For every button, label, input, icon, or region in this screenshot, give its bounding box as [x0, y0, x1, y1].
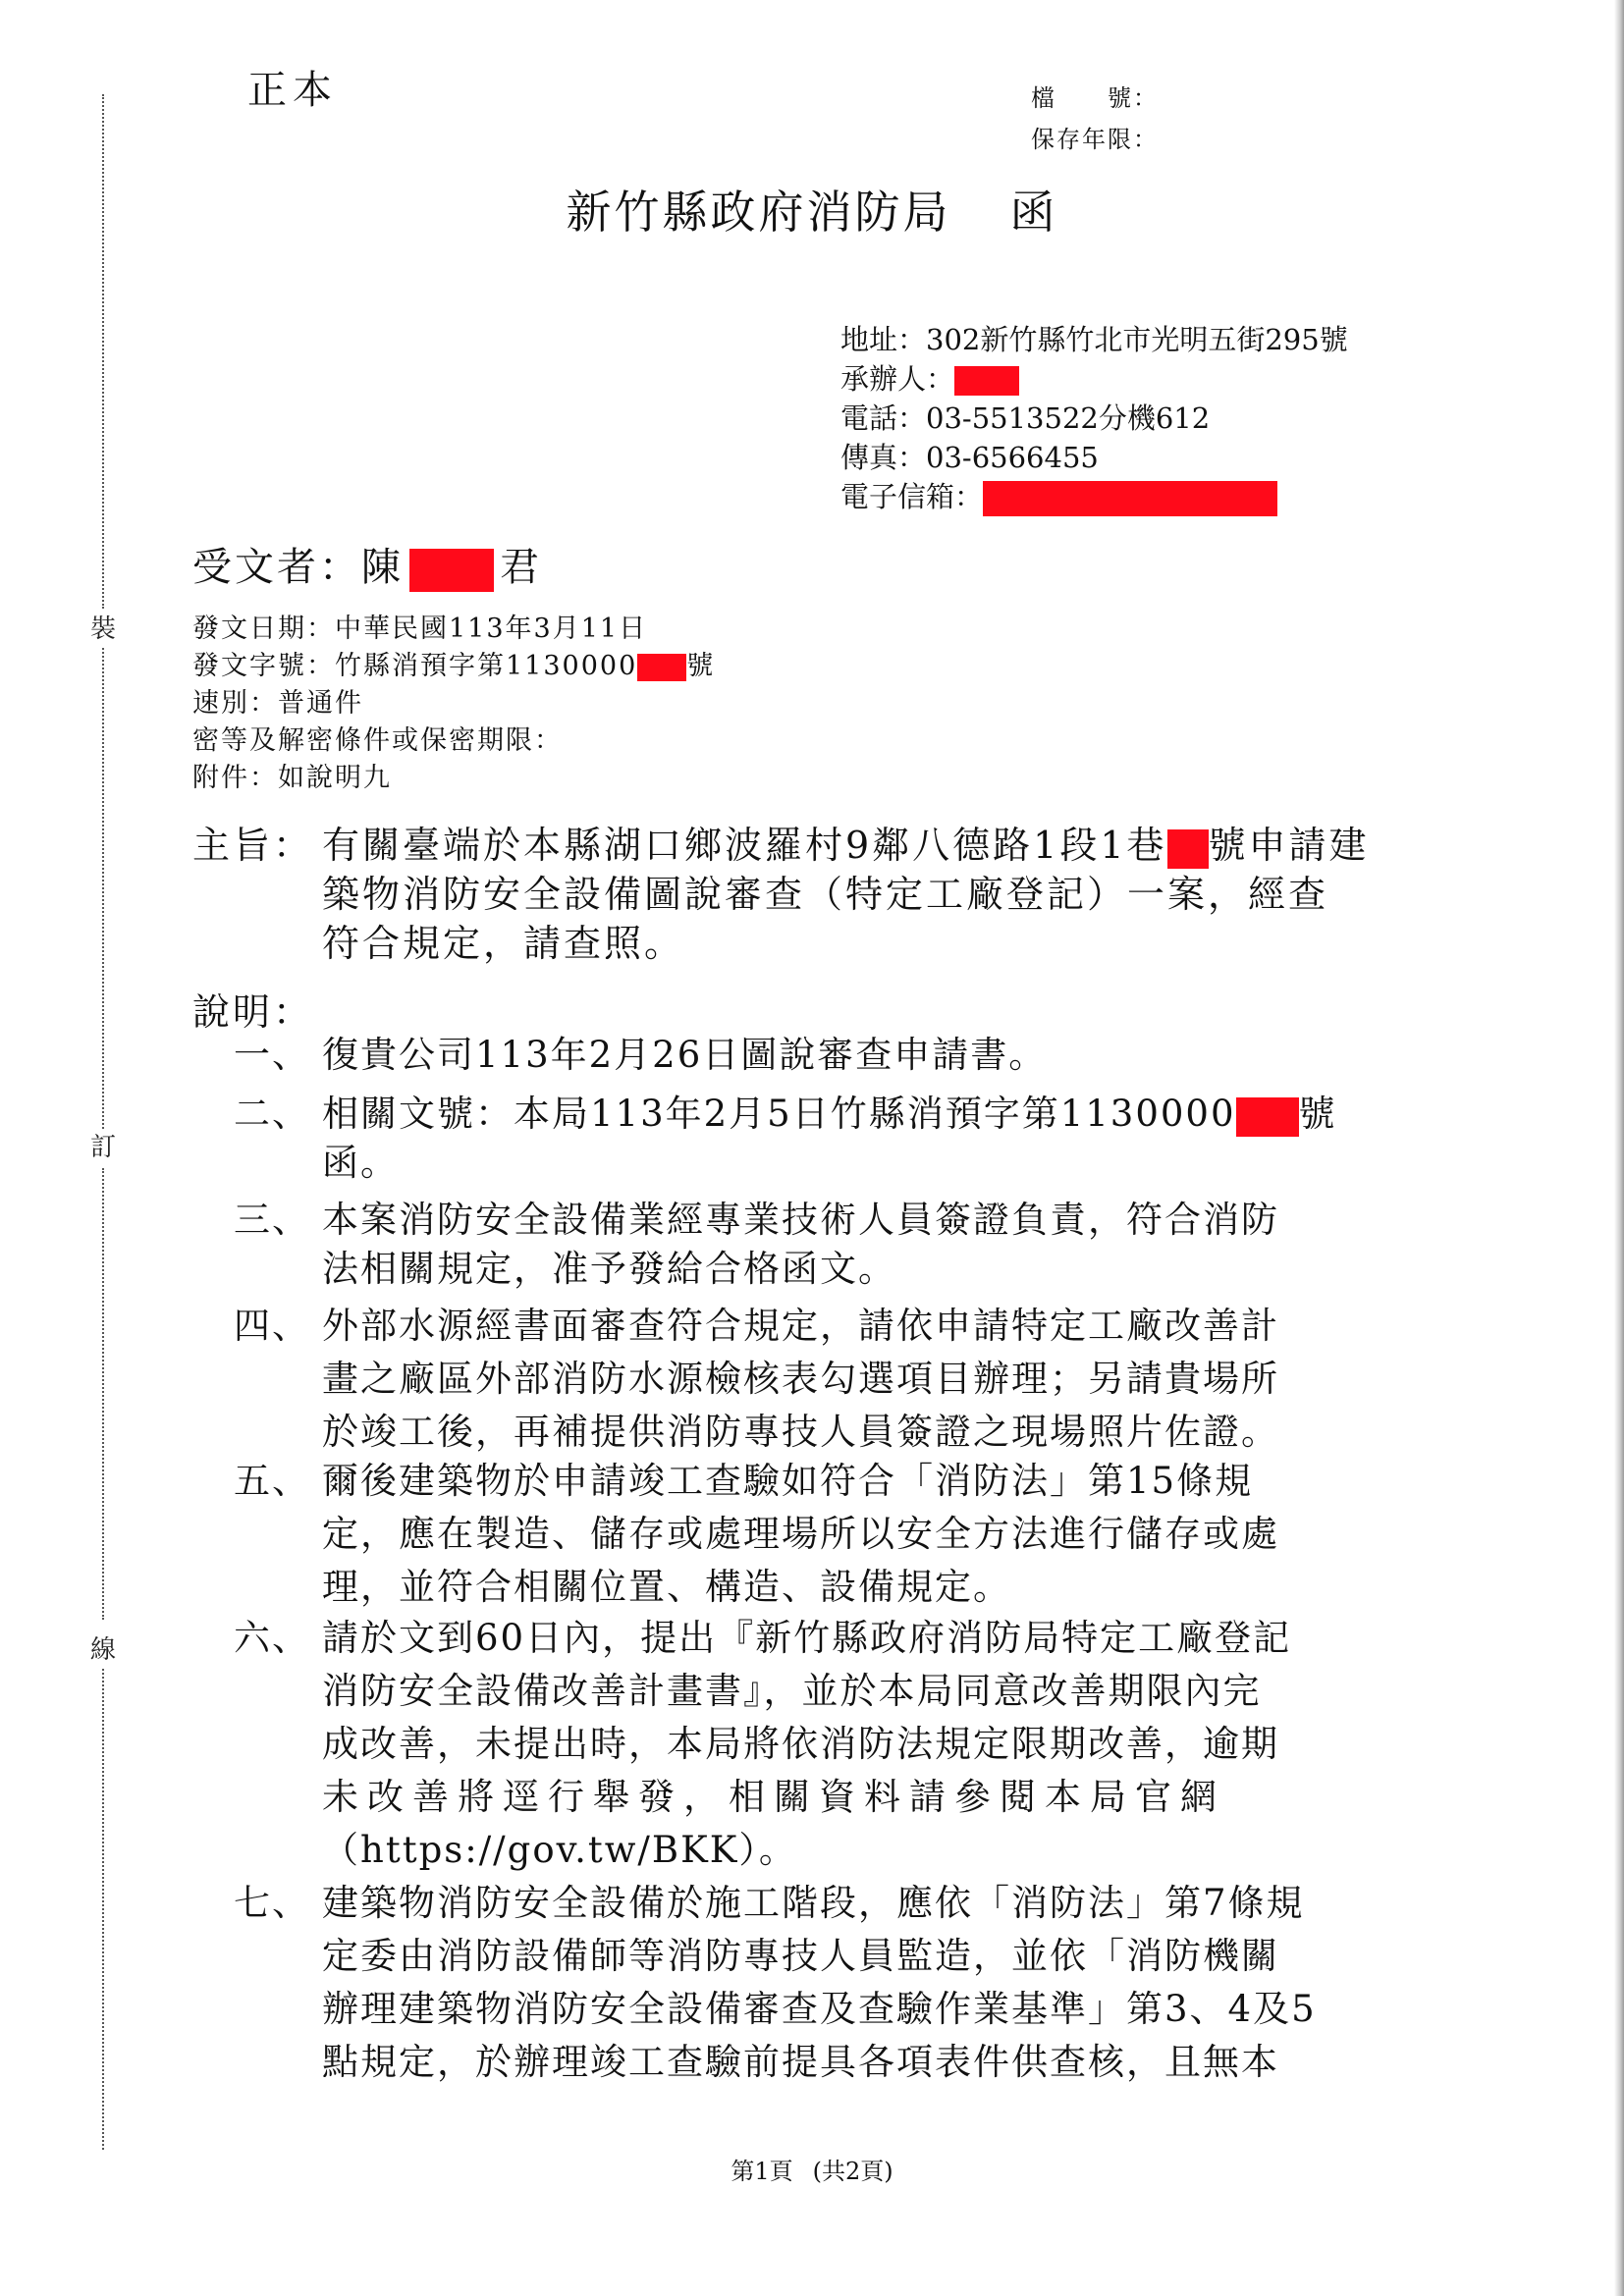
document-number-row [192, 648, 715, 685]
subject-line-prefix: 有關臺端於本縣湖口鄉波羅村9鄰八德路1段1巷 [322, 824, 1167, 867]
item-number: 四、 [234, 1305, 310, 1347]
attachment: 附件：如說明九 [192, 763, 392, 793]
item-line-suffix: 號 [1298, 1093, 1337, 1135]
page-total: (共2頁) [812, 2158, 893, 2185]
redaction-box [983, 481, 1277, 516]
item-line: 函。 [322, 1142, 399, 1184]
item-number: 三、 [234, 1199, 310, 1241]
item-line: 於竣工後，再補提供消防專技人員簽證之現場照片佐證。 [322, 1411, 1279, 1453]
handler-label: 承辦人： [840, 362, 955, 396]
recipient-suffix: 君 [500, 545, 542, 590]
fax: 傳真：03-6566455 [840, 441, 1099, 474]
document-number-suffix: 號 [686, 651, 716, 681]
explanation-label: 說明： [192, 990, 314, 1034]
item-line: 定委由消防設備師等消防專技人員監造，並依「消防機關 [322, 1935, 1279, 1977]
item-line: 建築物消防安全設備於施工階段，應依「消防法」第7條規 [322, 1882, 1305, 1924]
original-copy-label: 正本 [247, 68, 338, 113]
secrecy-level: 密等及解密條件或保密期限： [192, 725, 563, 756]
redaction-box [1167, 829, 1209, 869]
page-footer [0, 2152, 1624, 2186]
document-number: 發文字號：竹縣消預字第1130000 [192, 651, 638, 681]
item-line: 成改善，未提出時，本局將依消防法規定限期改善，逾期 [322, 1723, 1279, 1765]
item-line: 定，應在製造、儲存或處理場所以安全方法進行儲存或處 [322, 1513, 1279, 1555]
subject-line [322, 821, 1624, 870]
recipient [192, 536, 542, 592]
document-meta [192, 611, 715, 797]
email-row [840, 477, 1348, 516]
file-number-label: 檔 號： [1031, 84, 1159, 112]
subject-label: 主旨： [192, 824, 314, 867]
binding-line [102, 1168, 104, 1620]
scan-edge-shadow [1614, 0, 1624, 2296]
redaction-box [954, 366, 1019, 396]
subject-text [322, 821, 1624, 968]
item-line: 爾後建築物於申請竣工查驗如符合「消防法」第15條規 [322, 1460, 1254, 1502]
item-line: 理，並符合相關位置、構造、設備規定。 [322, 1566, 1011, 1608]
item-line: 外部水源經書面審查符合規定，請依申請特定工廠改善計 [322, 1305, 1279, 1347]
item-line: 法相關規定，准予發給合格函文。 [322, 1248, 896, 1290]
item-line: 畫之廠區外部消防水源檢核表勾選項目辦理；另請貴場所 [322, 1358, 1279, 1400]
item-line: 辦理建築物消防安全設備審查及查驗作業基準」第3、4及5 [322, 1988, 1317, 2030]
item-number: 七、 [234, 1882, 310, 1924]
item-number: 二、 [234, 1093, 310, 1135]
email-label: 電子信箱： [840, 480, 984, 513]
document-type: 函 [1009, 186, 1058, 239]
retention-period-label: 保存年限： [1031, 126, 1159, 153]
item-line: 消防安全設備改善計畫書』，並於本局同意改善期限內完 [322, 1670, 1262, 1712]
item-line: 本案消防安全設備業經專業技術人員簽證負責，符合消防 [322, 1199, 1279, 1241]
address: 地址：302新竹縣竹北市光明五街295號 [840, 323, 1348, 356]
recipient-label: 受文者：陳 [192, 545, 404, 590]
item-line: 復貴公司113年2月26日圖說審查申請書。 [322, 1034, 1048, 1076]
item-line-prefix: 相關文號：本局113年2月5日竹縣消預字第1130000 [322, 1093, 1236, 1135]
contact-block [840, 320, 1348, 516]
phone: 電話：03-5513522分機612 [840, 401, 1211, 435]
binding-line [102, 648, 104, 1129]
subject-line: 符合規定，請查照。 [322, 922, 685, 965]
binding-line [102, 94, 104, 609]
redaction-box [637, 654, 686, 681]
binding-mark-ding: 訂 [90, 1133, 117, 1162]
redaction-box [409, 549, 494, 592]
item-line: （https://gov.tw/BKK）。 [322, 1829, 797, 1871]
document-title [0, 177, 1624, 241]
redaction-box [1236, 1097, 1299, 1137]
item-line [322, 1090, 1337, 1139]
binding-mark-xian: 線 [90, 1635, 117, 1665]
delivery-speed: 速別：普通件 [192, 688, 363, 719]
handler-row [840, 359, 1348, 399]
subject-line: 築物消防安全設備圖說審查（特定工廠登記）一案，經查 [322, 873, 1329, 916]
subject-line-suffix: 號申請建 [1208, 824, 1370, 867]
item-line: 請於文到60日內，提出『新竹縣政府消防局特定工廠登記 [322, 1617, 1292, 1659]
item-number: 五、 [234, 1460, 310, 1502]
item-number: 一、 [234, 1034, 310, 1076]
binding-line [102, 1669, 104, 2150]
agency-name: 新竹縣政府消防局 [566, 186, 951, 239]
issue-date: 發文日期：中華民國113年3月11日 [192, 614, 648, 644]
page-number: 第1頁 [731, 2158, 793, 2185]
binding-mark-zhuang: 裝 [90, 614, 117, 644]
item-number: 六、 [234, 1617, 310, 1659]
item-line: 點規定，於辦理竣工查驗前提具各項表件供查核，且無本 [322, 2041, 1279, 2083]
item-line: 未改善將逕行舉發，相關資料請參閱本局官網 [322, 1776, 1225, 1818]
